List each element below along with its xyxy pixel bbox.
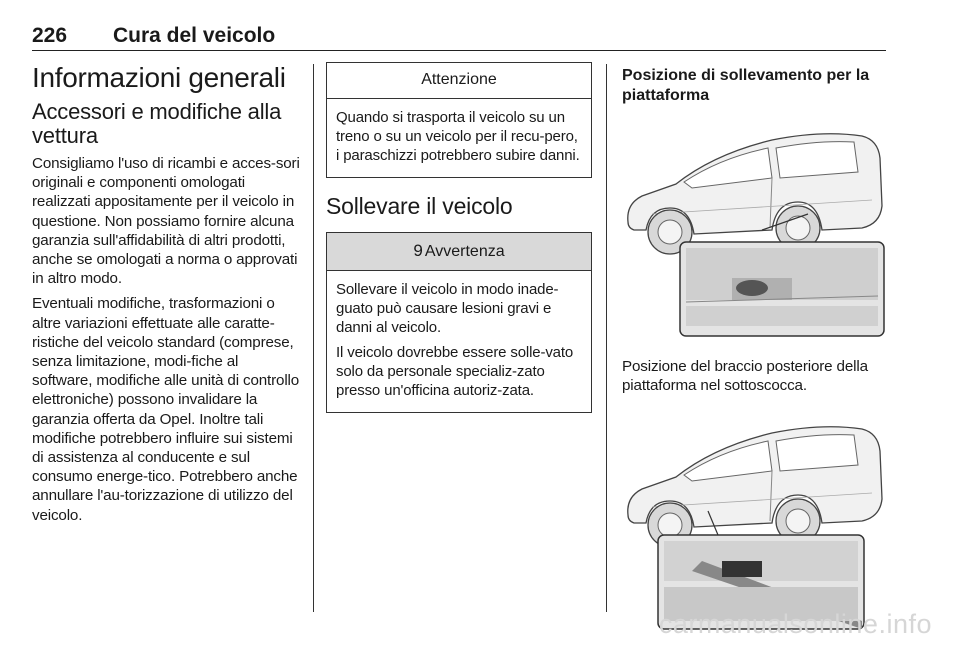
warning-box-header xyxy=(327,233,591,271)
section-title: Informazioni generali xyxy=(32,62,286,93)
warning-box-text-1: Sollevare il veicolo in modo inade-guato può causare lesioni gravi e danni al veicolo. xyxy=(336,281,559,336)
warning-box-text-2: Il veicolo dovrebbe essere solle-vato solo da personale specializ-zato presso un'officina autoriz-zata. xyxy=(336,344,574,399)
car-lift-point-illustration-2 xyxy=(622,411,886,631)
subsection-title xyxy=(32,100,300,148)
subsection-title-line2: vettura xyxy=(32,123,98,148)
warning-triangle-icon: 9 xyxy=(413,241,423,260)
lifting-section-title: Sollevare il veicolo xyxy=(326,193,513,219)
attention-box xyxy=(326,62,592,178)
car-lift-point-illustration-1 xyxy=(622,118,886,338)
warning-box-title: Avvertenza xyxy=(424,243,505,260)
column-divider-2 xyxy=(606,64,607,612)
lift-position-title: Posizione di sollevamento per la piattaforma xyxy=(622,67,870,104)
page-header xyxy=(32,22,886,51)
page-number: 226 xyxy=(32,24,68,47)
warning-box xyxy=(326,232,592,413)
subsection-title-line1: Accessori e modifiche alla xyxy=(32,99,282,124)
attention-box-title: Attenzione xyxy=(327,63,591,99)
column-divider-1 xyxy=(313,64,314,612)
figure-caption-1: Posizione del braccio posteriore della piattaforma nel sottoscocca. xyxy=(622,358,868,395)
body-paragraph-2: Eventuali modifiche, trasformazioni o altre variazioni effettuate alle caratte-ristiche del veicolo standard (comprese, senza limitazione, modi-fiche al software, modifiche alle unità di controllo elettroniche) possono invalidare la garanzia offerta da Opel. Inoltre tali modifiche potrebbero influire sui sistemi di assistenza al conducente e sul consumo energe-tico. Potrebbero anche annullare l'au-torizzazione di utilizzo del veicolo. xyxy=(32,295,300,524)
column-middle xyxy=(326,62,592,413)
body-paragraph-1: Consigliamo l'uso di ricambi e acces-sori originali e componenti omologati realizzati appositamente per il veicolo in questione. Non possiamo fornire alcuna garanzia sull'affidabilità di altri prodotti, anche se omologati a norma o approvati in altro modo. xyxy=(32,155,300,288)
watermark: carmanualsonline.info xyxy=(658,609,932,639)
column-right xyxy=(622,66,886,650)
chapter-title: Cura del veicolo xyxy=(113,24,276,47)
attention-box-text: Quando si trasporta il veicolo su un treno o su un veicolo per il recu-pero, i paraschizzi potrebbero subire danni. xyxy=(336,109,580,164)
column-left xyxy=(32,62,300,531)
